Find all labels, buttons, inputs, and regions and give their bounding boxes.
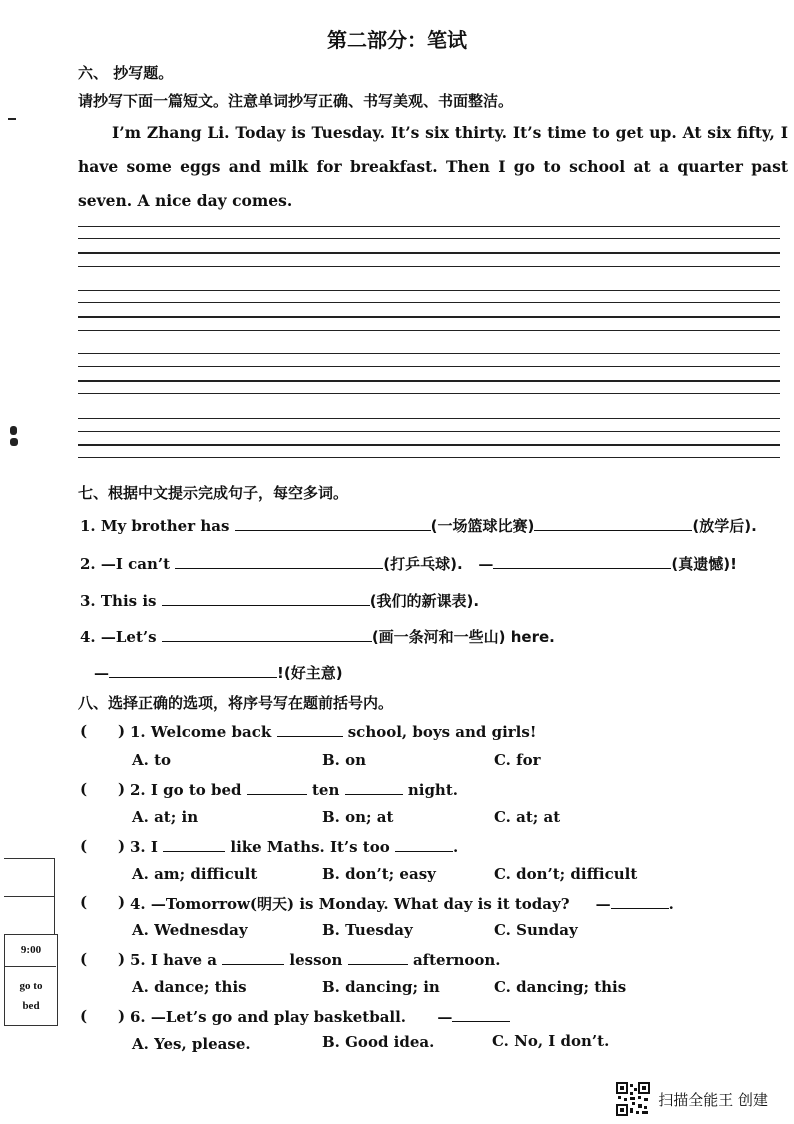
s7-q4-text: 4. —Let’s (80, 628, 157, 646)
s8-q3-option-b: B. don’t; easy (322, 865, 436, 883)
writing-line (78, 366, 780, 367)
s8-q4-option-c: C. Sunday (494, 921, 578, 939)
s8-q5-option-b: B. dancing; in (322, 978, 440, 996)
s8-q4-option-b: B. Tuesday (322, 921, 413, 939)
section7-heading: 七、根据中文提示完成句子，每空多词。 (78, 484, 349, 502)
writing-line (78, 418, 780, 419)
writing-line (78, 316, 780, 318)
writing-line (78, 226, 780, 227)
s8-q5-blank-1 (222, 950, 284, 965)
s8-question-2 (130, 780, 458, 799)
writing-line (78, 290, 780, 291)
s7-q2-dash: — (478, 555, 494, 573)
answer-paren-close[interactable]: ) (118, 780, 126, 798)
answer-paren-open: ( (80, 780, 88, 798)
s8-q2-option-b: B. on; at (322, 808, 394, 826)
s8-question-1 (130, 722, 536, 741)
s8-q2-blank-2 (345, 780, 403, 795)
s8-q2-stem-a: 2. I go to bed (130, 781, 242, 799)
s8-q1-option-a: A. to (132, 751, 172, 769)
writing-line (78, 266, 780, 267)
s8-q3-blank-1 (163, 837, 225, 852)
writing-line (78, 393, 780, 394)
s8-q3-blank-2 (395, 837, 453, 852)
s8-q1-option-b: B. on (322, 751, 367, 769)
s8-q5-stem-b: lesson (289, 951, 343, 969)
s8-question-6 (130, 1007, 510, 1026)
s7-q4-blank-1[interactable] (162, 627, 372, 642)
s8-q4-stem-a: 4. —Tomorrow(明天) is Monday. What day is it today? (130, 895, 570, 913)
answer-paren-close[interactable]: ) (118, 893, 126, 911)
s7-q2-hint-1: (打乒乓球). (383, 555, 463, 573)
writing-line (78, 302, 780, 303)
answer-paren-open: ( (80, 837, 88, 855)
s7-q1-blank-1[interactable] (235, 516, 431, 531)
side-table-time: 9:00 (20, 944, 42, 956)
s8-q2-stem-b: ten (311, 781, 340, 799)
side-table-activity-1: go to (19, 980, 43, 992)
s7-q1-hint-2: (放学后). (692, 517, 757, 535)
s8-q6-option-b: B. Good idea. (322, 1033, 435, 1051)
writing-line (78, 431, 780, 432)
s8-q4-stem-c: . (668, 895, 674, 913)
s8-q5-option-a: A. dance; this (132, 978, 247, 996)
s8-q4-blank (611, 894, 669, 909)
s8-q5-stem-c: afternoon. (412, 951, 501, 969)
s7-q4-blank-2[interactable] (109, 663, 277, 678)
s8-q2-blank-1 (247, 780, 307, 795)
s8-q2-option-a: A. at; in (132, 808, 199, 826)
s8-question-3 (130, 837, 458, 856)
s8-q3-stem-a: 3. I (130, 838, 158, 856)
s8-q1-option-c: C. for (494, 751, 541, 769)
answer-paren-close[interactable]: ) (118, 1007, 126, 1025)
scan-mark (10, 438, 18, 446)
writing-line (78, 444, 780, 446)
scan-mark (10, 426, 17, 435)
s7-q3-text: 3. This is (80, 592, 157, 610)
s8-q6-option-a: A. Yes, please. (132, 1035, 251, 1053)
s7-q1-text: 1. My brother has (80, 517, 230, 535)
side-table-row-divider (4, 966, 56, 967)
scan-mark (8, 118, 16, 120)
side-table-top (4, 858, 55, 936)
s8-q1-blank (277, 722, 343, 737)
s8-q6-blank (452, 1007, 510, 1022)
s7-q4-hint-2: !(好主意) (277, 664, 343, 682)
answer-paren-open: ( (80, 950, 88, 968)
s7-q2-blank-2[interactable] (493, 554, 671, 569)
writing-line (78, 457, 780, 458)
s7-q4-hint-1: (画一条河和一些山) here. (371, 628, 555, 646)
page-title: 第二部分：笔试 (327, 28, 467, 52)
answer-paren-close[interactable]: ) (118, 722, 126, 740)
answer-paren-open: ( (80, 893, 88, 911)
s8-q2-stem-c: night. (407, 781, 458, 799)
answer-paren-close[interactable]: ) (118, 837, 126, 855)
s8-q6-dash: — (437, 1008, 453, 1026)
s7-question-3 (80, 590, 479, 611)
s8-q1-stem-a: 1. Welcome back (130, 723, 272, 741)
s8-q3-option-a: A. am; difficult (132, 865, 258, 883)
qr-code-icon (616, 1082, 650, 1116)
s7-question-4 (80, 626, 555, 647)
s7-q2-hint-2: (真遗憾)! (671, 555, 737, 573)
s8-q1-stem-b: school, boys and girls! (347, 723, 537, 741)
writing-line (78, 238, 780, 239)
s8-q4-dash: — (595, 895, 611, 913)
passage-text: I’m Zhang Li. Today is Tuesday. It’s six thirty. It’s time to get up. At six fifty, I have some eggs and milk for breakfast. Then I go to school at a quarter past seven. A nice day comes. (78, 123, 788, 210)
s8-q5-blank-2 (348, 950, 408, 965)
s7-question-1 (80, 515, 757, 536)
scanner-footer-text: 扫描全能王 创建 (658, 1090, 768, 1109)
s7-question-2 (80, 553, 737, 574)
answer-paren-close[interactable]: ) (118, 950, 126, 968)
s7-q1-hint-1: (一场篮球比赛) (430, 517, 535, 535)
s8-question-4 (130, 893, 674, 914)
section6-heading: 六、 抄写题。 (78, 64, 174, 82)
s8-q3-stem-b: like Maths. It’s too (230, 838, 390, 856)
answer-paren-open: ( (80, 722, 88, 740)
s8-q6-stem-a: 6. —Let’s go and play basketball. (130, 1008, 407, 1026)
s7-q3-hint: (我们的新课表). (369, 592, 480, 610)
section6-passage (78, 116, 788, 218)
side-table-activity-2: bed (22, 1000, 40, 1012)
answer-paren-open: ( (80, 1007, 88, 1025)
s8-q2-option-c: C. at; at (494, 808, 561, 826)
s8-q6-option-c: C. No, I don’t. (492, 1032, 610, 1050)
s8-q4-option-a: A. Wednesday (132, 921, 248, 939)
writing-line (78, 380, 780, 382)
section8-heading: 八、选择正确的选项，将序号写在题前括号内。 (78, 694, 394, 712)
s8-q3-stem-c: . (452, 838, 459, 856)
s7-q2-text: 2. —I can’t (80, 555, 171, 573)
writing-line (78, 252, 780, 254)
s7-question-4-reply (94, 662, 343, 683)
s7-q2-blank-1[interactable] (175, 554, 383, 569)
writing-line (78, 353, 780, 354)
s7-q4-dash: — (94, 664, 109, 682)
section6-instruction: 请抄写下面一篇短文。注意单词抄写正确、书写美观、书面整洁。 (78, 92, 514, 110)
s8-q3-option-c: C. don’t; difficult (494, 865, 638, 883)
s8-q5-stem-a: 5. I have a (130, 951, 217, 969)
side-table-divider (4, 896, 55, 897)
writing-line (78, 330, 780, 331)
s7-q3-blank[interactable] (162, 591, 370, 606)
s8-q5-option-c: C. dancing; this (494, 978, 627, 996)
s7-q1-blank-2[interactable] (534, 516, 692, 531)
scanner-footer (616, 1082, 768, 1116)
s8-question-5 (130, 950, 501, 969)
